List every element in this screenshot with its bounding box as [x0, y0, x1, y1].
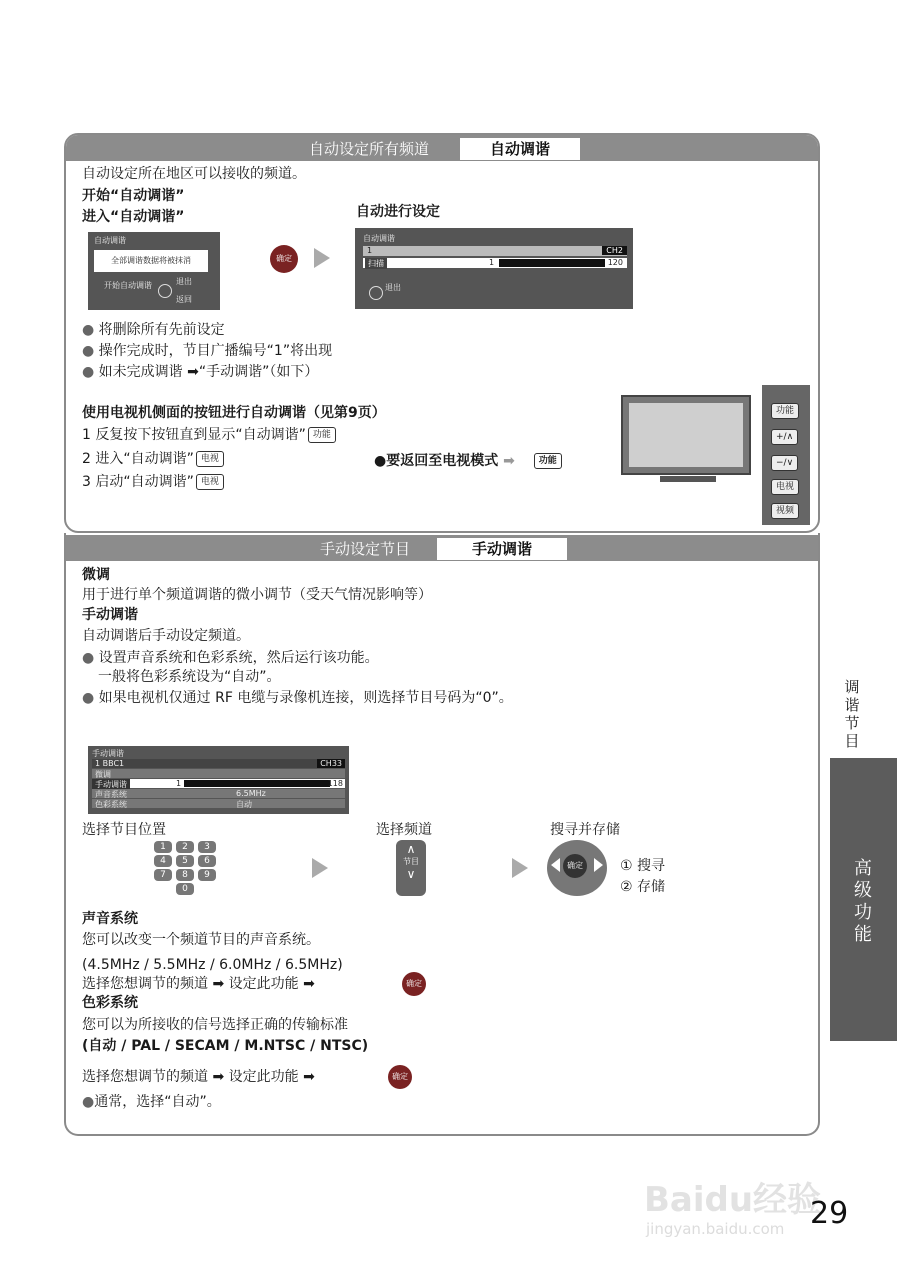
watermark-url: jingyan.baidu.com — [646, 1220, 785, 1238]
up-icon: ∧ — [406, 842, 416, 856]
sound-action: 选择您想调节的频道 ➡ 设定此功能 ➡ — [82, 976, 315, 992]
number-key[interactable]: 1 — [154, 841, 172, 853]
arrow-right-icon — [314, 248, 330, 268]
note-text: ●通常，选择“自动”。 — [82, 1094, 221, 1110]
screen-title: 手动调谐 — [92, 749, 124, 758]
screen-message: 全部调谐数据将被抹消 — [94, 250, 208, 272]
header-box: 自动调谐 — [460, 138, 580, 160]
color-action: 选择您想调节的频道 ➡ 设定此功能 ➡ — [82, 1069, 315, 1085]
color-options: (自动 / PAL / SECAM / M.NTSC / NTSC) — [82, 1038, 369, 1054]
color-heading: 色彩系统 — [82, 995, 138, 1011]
av-side-button[interactable]: 视频 — [771, 503, 799, 519]
color-text: 您可以为所接收的信号选择正确的传输标准 — [82, 1017, 348, 1033]
auto-setting-screen — [355, 228, 633, 309]
screen-exit: 退出 — [176, 277, 192, 286]
number-key[interactable]: 5 — [176, 855, 194, 867]
bullet-item: ● 将删除所有先前设定 — [82, 322, 225, 338]
color-label: 色彩系统 — [95, 800, 127, 809]
screen2-title: 自动调谐 — [363, 234, 395, 243]
sound-value: 6.5MHz — [236, 789, 266, 798]
fine-tune-text: 用于进行单个频道调谐的微小调节（受天气情况影响等） — [82, 587, 432, 603]
manual-start: 1 — [176, 779, 182, 788]
sound-options: (4.5MHz / 5.5MHz / 6.0MHz / 6.5MHz) — [82, 957, 343, 973]
manual-end: 118 — [327, 779, 343, 788]
intro-text: 自动设定所在地区可以接收的频道。 — [82, 166, 306, 182]
bullet-list — [82, 320, 332, 383]
bullet-item: ● 操作完成时，节目广播编号“1”将出现 — [82, 343, 333, 359]
start-heading: 开始“自动调谐” — [82, 188, 185, 204]
enter-heading: 进入“自动调谐” — [82, 209, 185, 225]
section-header — [66, 135, 818, 161]
side-button-panel — [762, 385, 810, 525]
header-box: 手动调谐 — [437, 538, 567, 560]
number-key[interactable]: 9 — [198, 869, 216, 881]
tv-button-tag: 电视 — [196, 474, 224, 490]
screen-title: 自动调谐 — [94, 236, 126, 245]
bullet-item: ● 如未完成调谐 ➡“手动调谐”（如下） — [82, 364, 319, 380]
up-side-button[interactable]: +/∧ — [771, 429, 798, 445]
return-tv-text: ●要返回至电视模式 ➡ 功能 — [374, 451, 562, 471]
scan-row — [363, 258, 627, 268]
program-row — [92, 759, 345, 768]
select-channel-label: 选择频道 — [376, 822, 432, 838]
dpad-icon — [158, 284, 172, 298]
sidebar-tab-advanced — [830, 758, 897, 1041]
number-key[interactable]: 0 — [176, 883, 194, 895]
manual-label: 手动调谐 — [92, 779, 130, 790]
page-number: 29 — [810, 1196, 849, 1231]
down-icon: ∨ — [406, 867, 416, 881]
screen2-exit: 退出 — [385, 283, 401, 292]
fine-row — [92, 769, 345, 778]
program-name: 1 BBC1 — [95, 759, 125, 768]
func-side-button[interactable]: 功能 — [771, 403, 799, 419]
fine-label: 微调 — [95, 770, 111, 779]
search-store-label: 搜寻并存储 — [550, 822, 620, 838]
number-key[interactable]: 6 — [198, 855, 216, 867]
sound-text: 您可以改变一个频道节目的声音系统。 — [82, 932, 320, 948]
ok-button[interactable]: 确定 — [563, 854, 587, 878]
channel-row — [363, 246, 627, 256]
sound-heading: 声音系统 — [82, 911, 138, 927]
number-key[interactable]: 2 — [176, 841, 194, 853]
header-text: 自动设定所有频道 — [309, 140, 430, 158]
dpad-icon — [369, 286, 383, 300]
screen-start: 开始自动调谐 — [104, 281, 152, 290]
tv-icon — [621, 395, 751, 475]
number-key[interactable]: 3 — [198, 841, 216, 853]
step-1: 1 反复按下按钮直到显示“自动调谐” 功能 — [82, 425, 336, 445]
tv-side-button[interactable]: 电视 — [771, 479, 799, 495]
scan-label: 扫描 — [365, 258, 387, 269]
ok-button[interactable]: 确定 — [270, 245, 298, 273]
arrow-right-icon — [312, 858, 328, 878]
tv-button-tag: 电视 — [196, 451, 224, 467]
color-row — [92, 799, 345, 808]
manual-row — [92, 779, 345, 788]
scan-start: 1 — [489, 258, 495, 267]
color-value: 自动 — [236, 800, 252, 809]
header-text: 手动设定节目 — [320, 540, 411, 558]
row1-right: CH2 — [602, 246, 627, 255]
watermark-brand: Baidu经验 — [644, 1180, 822, 1220]
sidebar-tab-tuning: 调谐节目 — [844, 678, 860, 750]
program-label: 节目 — [403, 857, 419, 866]
manual-tune-screen — [88, 746, 349, 814]
store-label: ② 存储 — [620, 879, 666, 895]
row1-left: 1 — [367, 246, 373, 255]
sound-label: 声音系统 — [95, 790, 127, 799]
side-button-heading: 使用电视机侧面的按钮进行自动调谐（见第9页） — [82, 405, 386, 421]
auto-tune-screen — [88, 232, 220, 310]
auto-heading: 自动进行设定 — [356, 204, 440, 220]
number-key[interactable]: 8 — [176, 869, 194, 881]
down-side-button[interactable]: −/∨ — [771, 455, 798, 471]
arrow-right-icon — [512, 858, 528, 878]
program-rocker-button[interactable] — [396, 840, 426, 896]
screen-back: 返回 — [176, 295, 192, 304]
sidebar-tab-advanced-label: 高级功能 — [854, 858, 872, 945]
tv-stand-icon — [660, 476, 716, 482]
func-button-tag: 功能 — [308, 427, 336, 443]
bullet-subtext: 一般将色彩系统设为“自动”。 — [98, 669, 281, 685]
right-arrow-button[interactable] — [594, 858, 603, 872]
manual-progress-bar — [184, 780, 330, 787]
manual-text: 自动调谐后手动设定频道。 — [82, 628, 250, 644]
sound-row — [92, 789, 345, 798]
scan-progress-bar — [499, 259, 605, 267]
number-key[interactable]: 7 — [154, 869, 172, 881]
func-button-tag: 功能 — [534, 453, 562, 469]
scan-end: 120 — [607, 258, 623, 267]
ok-button[interactable]: 确定 — [402, 972, 426, 996]
bullet-item: ● 设置声音系统和色彩系统，然后运行该功能。 — [82, 650, 379, 666]
manual-heading: 手动调谐 — [82, 607, 138, 623]
ok-button[interactable]: 确定 — [388, 1065, 412, 1089]
step-2: 2 进入“自动调谐” 电视 — [82, 449, 224, 469]
search-label: ① 搜寻 — [620, 858, 666, 874]
select-position-label: 选择节目位置 — [82, 822, 166, 838]
bullet-item: ● 如果电视机仅通过 RF 电缆与录像机连接，则选择节目号码为“0”。 — [82, 690, 513, 706]
program-channel: CH33 — [317, 759, 345, 768]
fine-tune-heading: 微调 — [82, 567, 110, 583]
section-header — [66, 535, 818, 561]
left-arrow-button[interactable] — [551, 858, 560, 872]
number-key[interactable]: 4 — [154, 855, 172, 867]
step-3: 3 启动“自动调谐” 电视 — [82, 472, 224, 492]
